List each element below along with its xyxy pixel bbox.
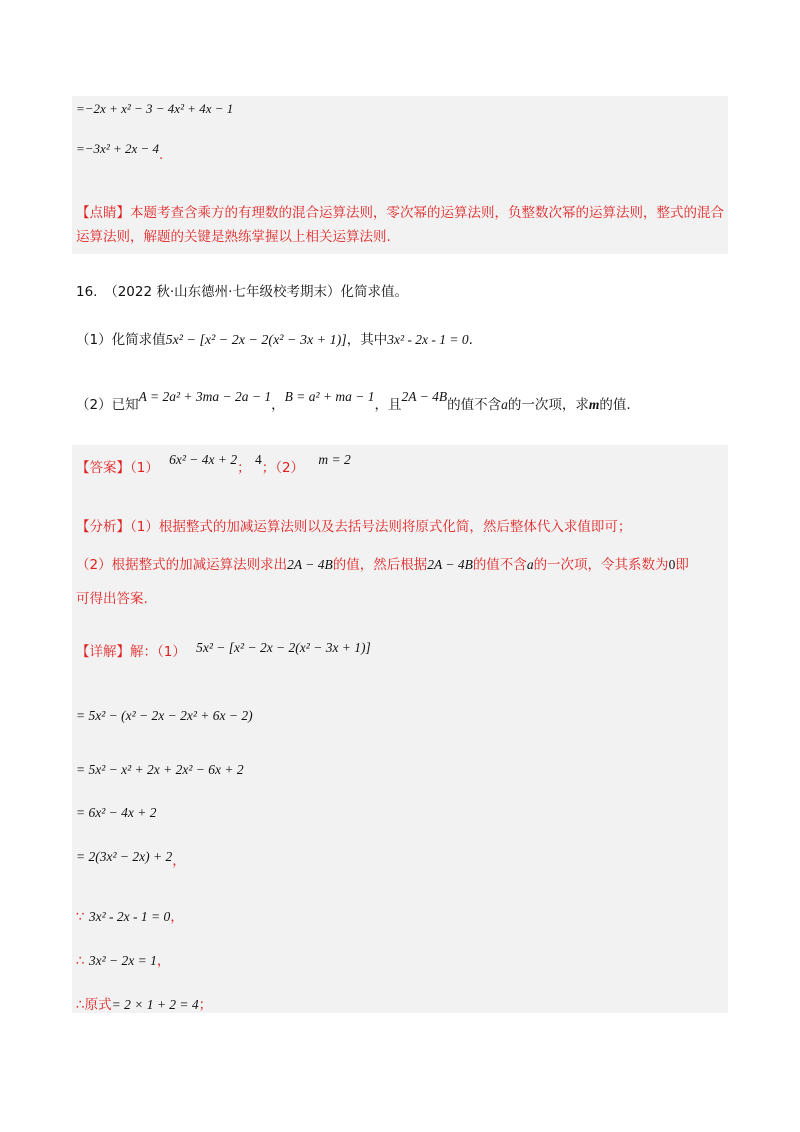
part2-suffix-2: 的一次项，求 bbox=[507, 397, 589, 413]
analysis-text-2e: 即 bbox=[675, 557, 689, 573]
analysis-text-2c: 的值不含 bbox=[472, 557, 527, 573]
part2-sep: ， bbox=[271, 397, 285, 413]
answer-part1-value: 4 bbox=[254, 452, 262, 467]
detail-expression: 5x² − [x² − 2x − 2(x² − 3x + 1)] bbox=[196, 640, 371, 655]
part2-var-a: a bbox=[501, 397, 508, 412]
question-header: 16. （2022 秋·山东德州·七年级校考期末）化简求值。 bbox=[76, 284, 408, 300]
detail-step-4-expr: = 2(3x² − 2x) + 2 bbox=[76, 849, 173, 864]
part1-mid: ，其中 bbox=[346, 332, 388, 348]
prev-step-1: =−2x + x² − 3 − 4x² + 4x − 1 bbox=[76, 101, 234, 116]
part2-prefix: （2）已知 bbox=[76, 397, 139, 413]
detail-line bbox=[76, 640, 371, 661]
therefore-line bbox=[76, 952, 170, 970]
part2-expression: 2A − 4B bbox=[401, 389, 448, 404]
answer-sep-1: ； bbox=[237, 460, 251, 476]
result-line bbox=[76, 996, 212, 1014]
because-line bbox=[76, 908, 184, 926]
answer-tag: 【答案】 bbox=[76, 460, 130, 476]
part2-mid: ，且 bbox=[374, 397, 402, 413]
part2-A-definition: A = 2a² + 3ma − 2a − 1 bbox=[138, 389, 272, 404]
part1-condition: 3x² - 2x - 1 = 0 bbox=[387, 332, 469, 347]
analysis-zero: 0 bbox=[668, 557, 676, 572]
therefore-end: ， bbox=[156, 953, 171, 969]
part2-B-definition: B = a² + ma − 1 bbox=[284, 389, 375, 404]
analysis-line-3: 可得出答案. bbox=[76, 591, 148, 607]
result-label: 原式 bbox=[84, 997, 112, 1013]
part1-end: . bbox=[468, 332, 473, 348]
part1-prefix: （1）化简求值 bbox=[76, 332, 166, 348]
prev-step-2 bbox=[76, 140, 164, 163]
result-symbol: ∴ bbox=[76, 997, 85, 1013]
part1-expression: 5x² − [x² − 2x − 2(x² − 3x + 1)] bbox=[165, 333, 347, 348]
detail-step-2: = 5x² − x² + 2x + 2x² − 6x + 2 bbox=[76, 762, 244, 777]
detail-step-4 bbox=[76, 848, 186, 869]
answer-part1-expression: 6x² − 4x + 2 bbox=[169, 452, 238, 467]
detail-step-1: = 5x² − (x² − 2x − 2x² + 6x − 2) bbox=[76, 708, 253, 723]
detail-intro: 解：（1） bbox=[130, 644, 186, 660]
analysis-line-2 bbox=[76, 556, 689, 574]
answer-part1-label: （1） bbox=[130, 460, 159, 476]
analysis-text-2d: 的一次项，令其系数为 bbox=[533, 557, 669, 573]
prev-step-2-end: . bbox=[159, 148, 164, 163]
answer-sep-2: ； bbox=[261, 460, 276, 476]
detail-step-3: = 6x² − 4x + 2 bbox=[76, 805, 157, 820]
because-expression: 3x² - 2x - 1 = 0 bbox=[88, 909, 171, 924]
question-part-2 bbox=[76, 389, 631, 414]
analysis-text-2a: （2）根据整式的加减运算法则求出 bbox=[76, 557, 288, 573]
analysis-text-2b: 的值，然后根据 bbox=[332, 557, 428, 573]
analysis-text-1: （1）根据整式的加减运算法则以及去括号法则将原式化简，然后整体代入求值即可； bbox=[130, 519, 632, 535]
comment-paragraph bbox=[76, 201, 724, 249]
part2-var-m: m bbox=[588, 397, 600, 412]
detail-step-4-end: ， bbox=[172, 853, 186, 869]
question-part-1 bbox=[76, 331, 473, 350]
detail-tag: 【详解】 bbox=[76, 644, 130, 660]
comment-tag: 【点睛】 bbox=[76, 205, 130, 221]
part2-suffix-3: 的值. bbox=[599, 397, 631, 413]
because-symbol: ∵ bbox=[76, 909, 85, 925]
answer-part2-value: m = 2 bbox=[318, 452, 351, 467]
comment-text: 本题考查含乘方的有理数的混合运算法则，零次幂的运算法则，负整数次幂的运算法则，整式的混合运算法则，解题的关键是熟练掌握以上相关运算法则. bbox=[76, 205, 724, 245]
part2-suffix-1: 的值不含 bbox=[447, 397, 502, 413]
analysis-var-a: a bbox=[526, 557, 534, 572]
answer-part2-label: （2） bbox=[275, 460, 305, 476]
prev-step-2-expr: =−3x² + 2x − 4 bbox=[76, 141, 160, 156]
analysis-expr-1: 2A − 4B bbox=[287, 557, 333, 572]
analysis-line-1 bbox=[76, 518, 631, 536]
because-end: ， bbox=[170, 909, 184, 925]
answer-line bbox=[76, 452, 351, 477]
result-expression: = 2 × 1 + 2 = 4 bbox=[111, 997, 199, 1012]
result-end: ； bbox=[198, 997, 213, 1013]
therefore-expression: 3x² − 2x = 1 bbox=[88, 953, 157, 968]
analysis-expr-2: 2A − 4B bbox=[427, 557, 473, 572]
analysis-tag: 【分析】 bbox=[76, 519, 130, 535]
therefore-symbol: ∴ bbox=[76, 953, 85, 969]
